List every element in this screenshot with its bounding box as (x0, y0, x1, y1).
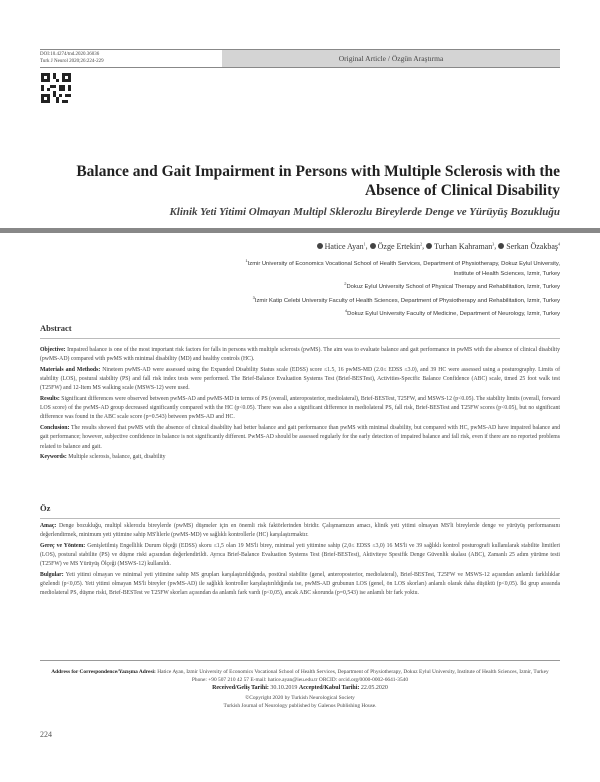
orcid-icon[interactable] (370, 243, 376, 249)
abstract-results: Results: Significant differences were observed between pwMS-AD and pwMS-MD in terms of PS (overall, anteroposterior, mediolateral), Brief-BESTest, T25FW, and MSWS-12 (p<0.05). The stability limits (overall, forward LOS score) of the pwMS-AD group decreased significantly compared with the HC (p<0.05). There was also a significant difference in mediolateral PS, fall risk, Brief-BESTest and T25FW scores (p<0.05), but no significant difference was found in the ABC scale score (p=0.543) between pwMS-AD and HC. (40, 396, 561, 421)
article-type: Original Article / Özgün Araştırma (222, 50, 560, 67)
affiliation: $^4$Dokuz Eylul University Faculty of Medicine, Department of Neurology, Izmir, Turkey (344, 308, 560, 318)
journal-reference: Turk J Neurol 2020;26:224-229 (40, 58, 104, 64)
divider (40, 338, 560, 339)
orcid-icon[interactable] (498, 243, 504, 249)
address: Address for Correspondence/Yazışma Adresi: Hatice Ayan, Izmir University of Economics Vocational School of Health Services, Department of Physiotherapy, Dokuz Eylul University, Institute of Health Sciences, Izmir, Turkey (51, 669, 549, 675)
affiliation: $^2$Dokuz Eylul University School of Physical Therapy and Rehabilitation, Izmir, Turkey (344, 281, 560, 291)
citation-block (40, 50, 222, 67)
publisher: Turkish Journal of Neurology published by Galenos Publishing House. (223, 703, 377, 709)
author[interactable]: Hatice Ayan$^1$ (317, 242, 366, 251)
abstract-objective: Objective: Impaired balance is one of the most important risk factors for falls in persons with multiple sclerosis (pwMS). The aim was to evaluate balance and gait performance in pwMS with the absence of clinical disability (pwMS-AD) compared with pwMS with minimal disability (MD) and healthy controls (HC). (40, 347, 560, 363)
oz-body (40, 522, 560, 600)
dates: Received/Geliş Tarihi: 30.10.2019 Accepted/Kabul Tarihi: 22.05.2020 (212, 685, 388, 691)
author[interactable]: Özge Ertekin$^2$ (370, 242, 422, 251)
oz-yontem: Gereç ve Yöntem: Genişletilmiş Engellilik Durum ölçeği (EDSS) skoru ≤1,5 olan 19 MS'li birey, minimal yeti yitimine sahip (2,0≤ EDSS ≤3,0) 16 MS'li ve 39 sağlıklı kontrol posturografi kullanılarak stabilite limitleri (LOS), postural stabilite (PS) ve düşme riski açısından değerlendirildi. Ayrıca Brief-Balance Evaluation Systems Test (Brief-BESTest), Aktiviteye Spesifik Denge Güvenlik skalası (ABC), Zamanlı 25 adım yürüme testi (T25FW) ve MS Yürüyüş Ölçeği (MSWS-12) kullanıldı. (40, 542, 561, 568)
oz-bulgular: Bulgular: Yeti yitimi olmayan ve minimal yeti yitimine sahip MS grupları karşılaştırıldığında, postüral stabilite (genel, anteroposterior, mediolateral), Brief-BESTest, T25FW ve MSWS-12 açısından anlamlı farklılıklar gözlendi (p<0,05). Yeti yitimi olmayan MS'li bireyler (pwMS-AD) ile sağlıklı kontroller karşılaştırıldığında ise, pwMS-AD grubunun LOS (genel, ön LOS skorları) anlamlı olarak daha düşüktü (p<0,05). İki grup arasında mediolateral PS, düşme riski, Brief-BESTest ve T25FW skorları açısından da anlamlı fark vardı (p<0,05), ancak ABC skorunda (p=0,543) ise anlamlı bir fark yoktu. (40, 572, 560, 597)
abstract-heading: Abstract (40, 323, 72, 333)
title-divider (0, 228, 600, 233)
doi[interactable]: DOI:10.4274/tnd.2020.36036 (40, 52, 100, 57)
copyright: ©Copyright 2020 by Turkish Neurological Society (245, 695, 355, 701)
orcid-icon[interactable] (426, 243, 432, 249)
footer-divider (40, 660, 560, 661)
running-header (40, 49, 560, 68)
divider (40, 518, 560, 519)
abstract-conclusion: Conclusion: The results showed that pwMS with the absence of clinical disability had better balance and gait performance than pwMS with minimal disability, but compared with HC, pwMS-AD have impaired balance and gait performance; however, subjective confidence in balance is not significantly different. PwMS-AD should be assessed regularly for the early detection of impaired balance and fall risk, even if there are no reported problems related to balance and gait. (40, 425, 561, 450)
abstract-methods: Materials and Methods: Nineteen pwMS-AD were assessed using the Expanded Disability Status scale (EDSS) score ≤1.5, 16 pwMS-MD (2.0≤ EDSS ≤3.0), and 39 HC were assessed using a posturography. Limits of stability (LOS), postural stability (PS) and fall risk index tests were performed. The Brief-Balance Evaluation Systems Test (Brief-BESTest), Activities-Specific Balance Confidence (ABC) scale, timed 25 foot walk test (T25FW) and 12-Item MS walking scale (MSWS-12) were used. (40, 366, 560, 392)
oz-amac: Amaç: Denge bozukluğu, multipl sklerozlu bireylerde (pwMS) düşmeler için en önemli risk faktörlerinden biridir. Çalışmamızın amacı, klinik yeti yitimi olmayan MS'li bireylerde denge ve yürüyüş performansını değerlendirmek, minimum yeti yitimine sahip MS'lilerle (pwMS-MD) ve sağlıklı kontrollerle (HC) karşılaştırmaktır. (40, 523, 560, 539)
affiliation: $^3$Izmir Katip Celebi University Faculty of Health Sciences, Department of Physiotherapy and Rehabilitation, Izmir, Turkey (252, 294, 560, 304)
orcid-icon[interactable] (317, 243, 323, 249)
article-title: Balance and Gait Impairment in Persons with Multiple Sclerosis with the Absence of Clinical Disability (76, 163, 560, 199)
article-title-turkish: Klinik Yeti Yitimi Olmayan Multipl Sklerozlu Bireylerde Denge ve Yürüyüş Bozukluğu (169, 206, 560, 218)
abstract-body (40, 346, 560, 464)
qr-code-icon (41, 73, 71, 103)
author[interactable]: Serkan Özakbaş$^4$ (498, 242, 560, 251)
author[interactable]: Turhan Kahraman$^3$ (426, 242, 494, 251)
abstract-keywords: Keywords: Multiple sclerosis, balance, gait, disability (40, 454, 166, 461)
page-number: 224 (40, 730, 52, 739)
author-list: Hatice Ayan$^1$, Özge Ertekin$^2$, Turhan Kahraman$^3$, Serkan Özakbaş$^4$ (317, 241, 560, 251)
correspondence-footer (40, 668, 560, 710)
affiliation: $^1$Izmir University of Economics Vocational School of Health Services, Department of Physiotherapy, Dokuz Eylul University, Institute of Health Sciences, Izmir, Turkey (245, 258, 560, 277)
oz-heading: Öz (40, 503, 51, 513)
contact: Phone: +90 507 210 42 57 E-mail: hatice.ayan@ieu.edu.tr ORCID: orcid.org/0000-0002-6641-3540 (191, 677, 409, 683)
affiliations (40, 256, 560, 320)
